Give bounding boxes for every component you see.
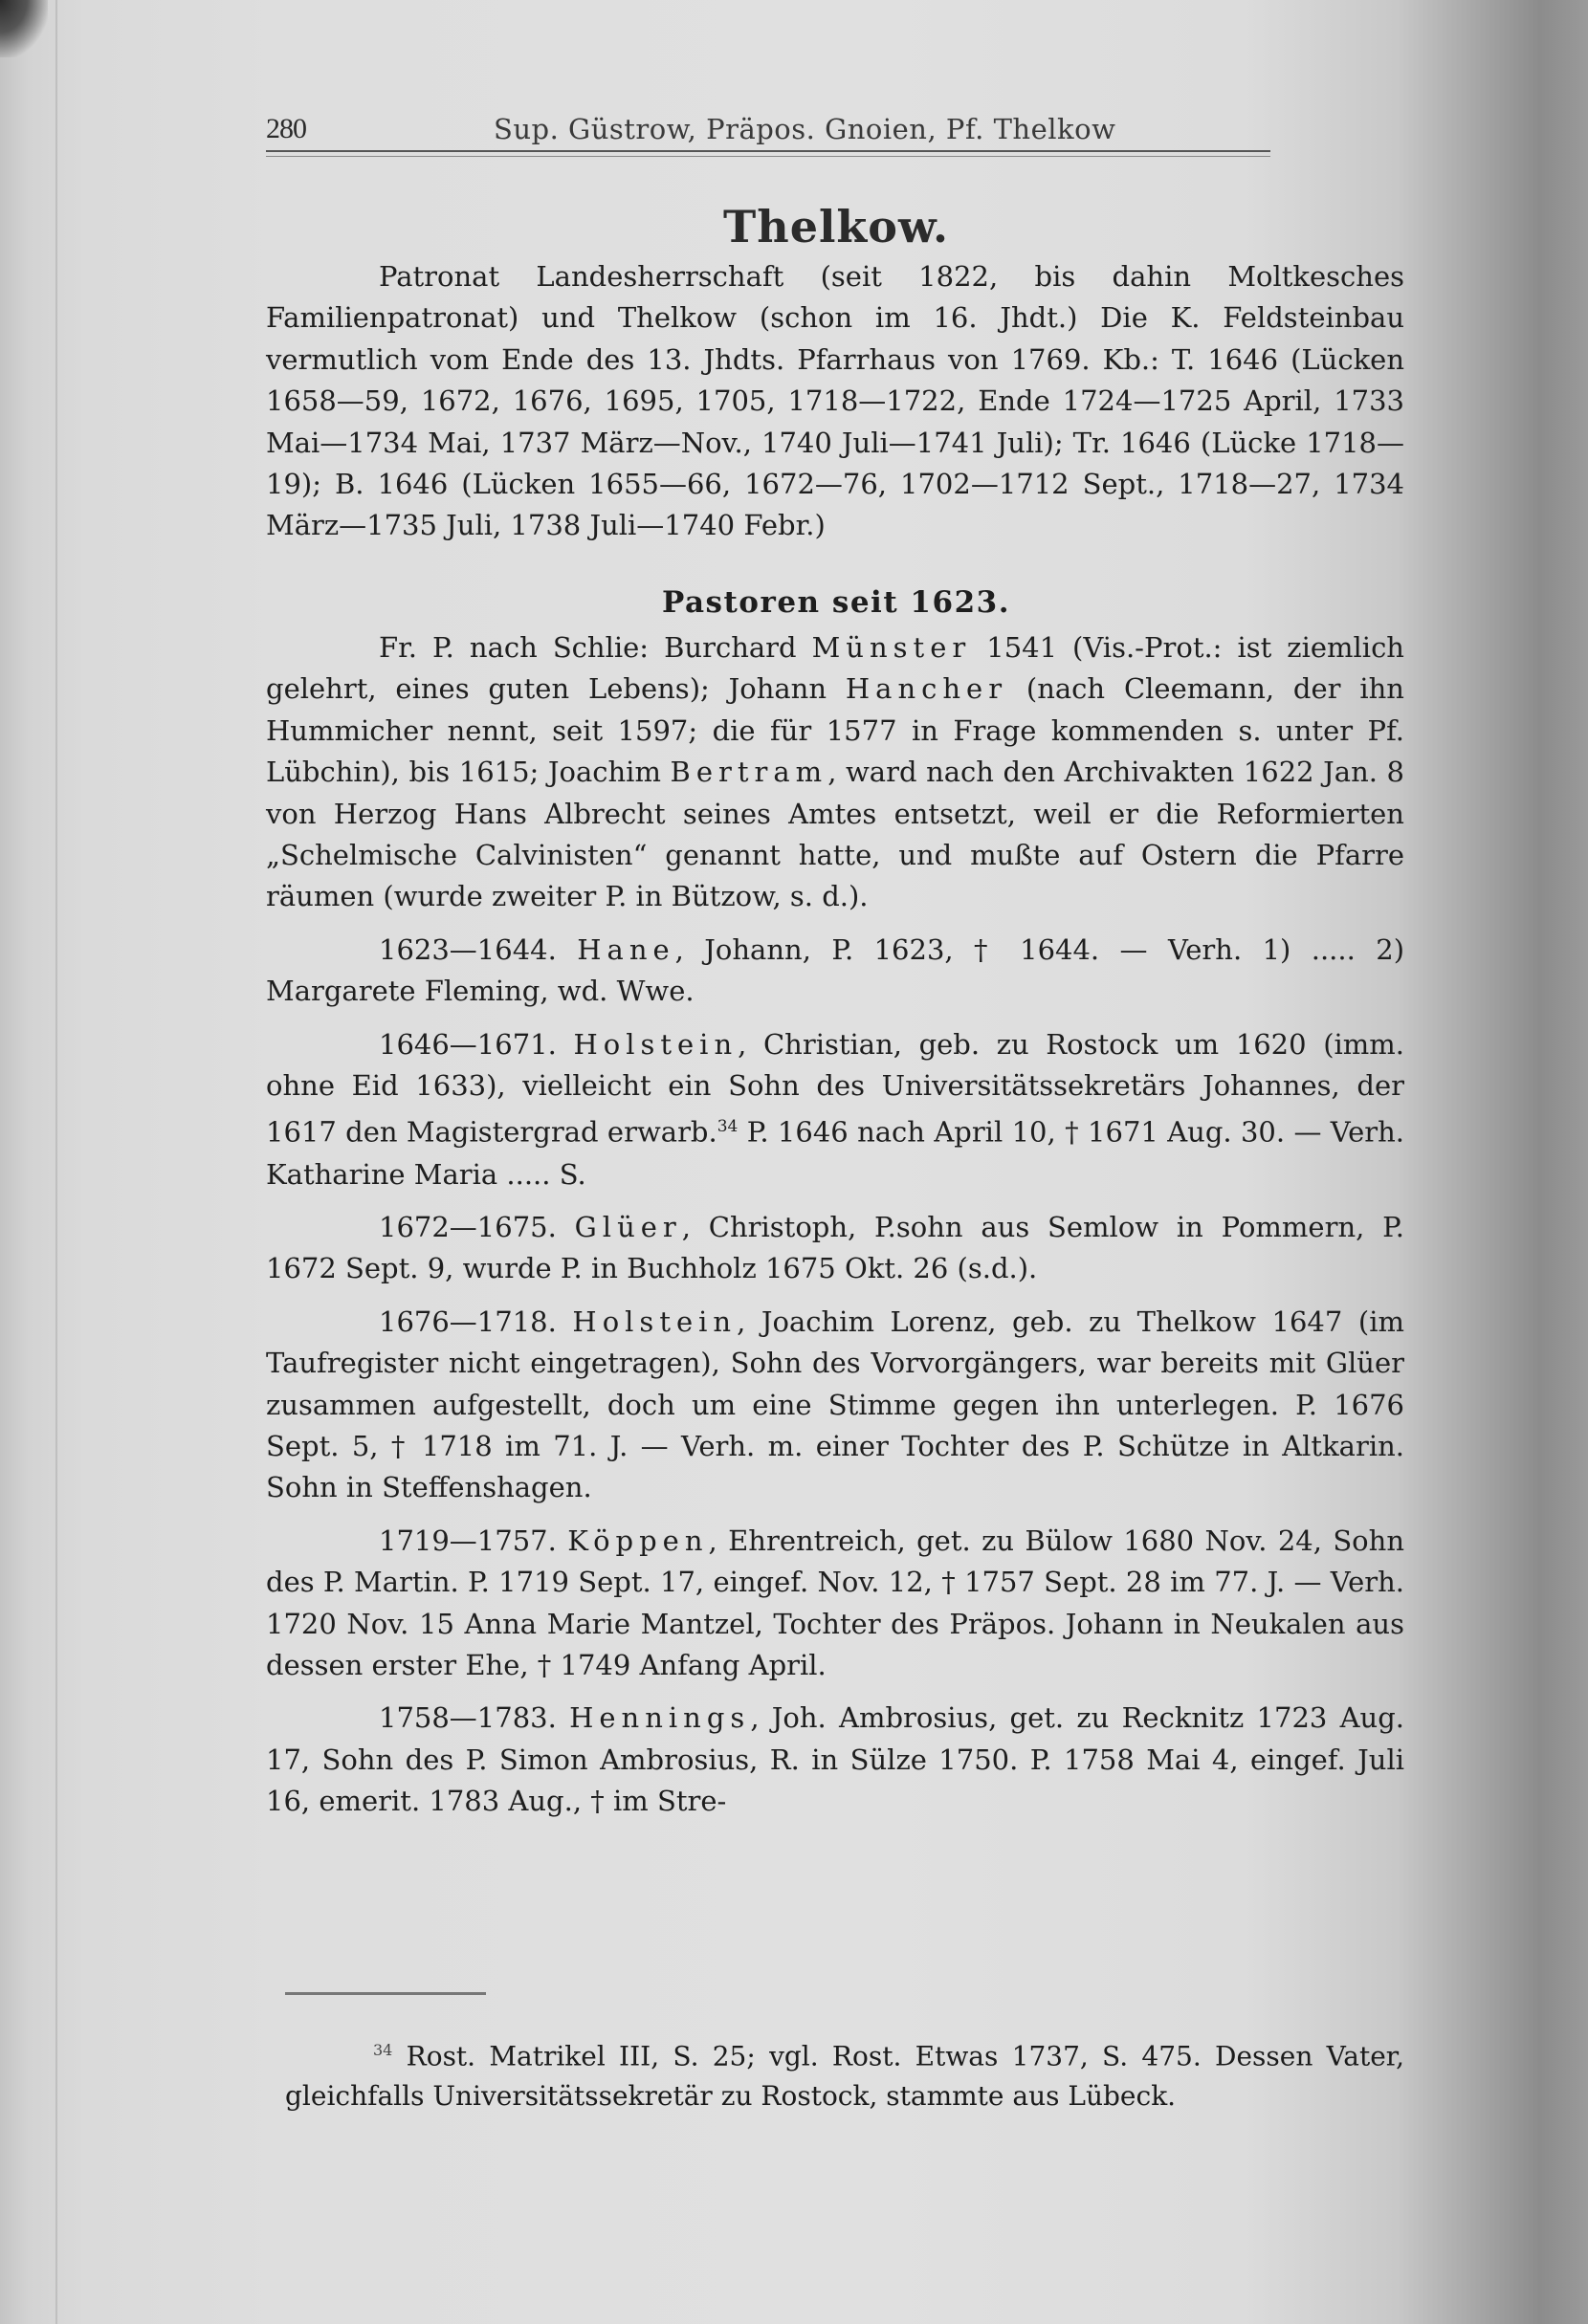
entry-years: 1719—1757. (379, 1524, 557, 1557)
entry-text: , Ehrentreich, get. zu Bülow 1680 Nov. 24, Sohn des P. Martin. P. 1719 Sept. 17, eingef. Nov. 12, † 1757 Sept. 28 im 77. J. — Verh. 1720 Nov. 15 Anna Marie Mantzel, Tochter des Präpos. Johann in Neukalen aus dessen erster Ehe, † 1749 Anfang April. (266, 1524, 1404, 1681)
pastor-entry-hane (266, 930, 1404, 1013)
footnote-rule (285, 1992, 486, 1995)
pastoren-heading: Pastoren seit 1623. (661, 585, 1011, 620)
gutter-line (55, 0, 57, 2324)
pastor-name: Holstein (572, 1305, 738, 1338)
pastor-name: Münster (811, 631, 972, 664)
entry-text: , Joachim Lorenz, geb. zu Thelkow 1647 (im Taufregister nicht eingetragen), Sohn des Vorvorgängers, war bereits mit Glüer zusammen aufgestellt, doch um eine Stimme gegen ihn unterlegen. P. 1676 Sept. 5, † 1718 im 71. J. — Verh. m. einer Tochter des P. Schütze in Altkarin. Sohn in Steffenshagen. (266, 1305, 1404, 1504)
pastor-name: Hancher (845, 672, 1008, 706)
footnote-text: Rost. Matrikel III, S. 25; vgl. Rost. Etwas 1737, S. 475. Dessen Vater, gleichfalls Universitätssekretär zu Rostock, stammte aus Lübeck. (285, 2040, 1404, 2113)
pre-reformation-entry (266, 627, 1404, 918)
intro-section (266, 256, 1404, 547)
patronat-paragraph: Patronat Landesherrschaft (seit 1822, bis dahin Moltkesches Familienpatronat) und Thelkow (schon im 16. Jhdt.) Die K. Feldsteinbau vermutlich vom Ende des 13. Jhdts. Pfarrhaus von 1769. Kb.: T. 1646 (Lücken 1658—59, 1672, 1676, 1695, 1705, 1718—1722, Ende 1724—1725 April, 1733 Mai—1734 Mai, 1737 März—Nov., 1740 Juli—1741 Juli); Tr. 1646 (Lücke 1718—19); B. 1646 (Lücken 1655—66, 1672—76, 1702—1712 Sept., 1718—27, 1734 März—1735 Juli, 1738 Juli—1740 Febr.) (266, 260, 1404, 542)
entry-text: , Joh. Ambrosius, get. zu Recknitz 1723 Aug. 17, Sohn des P. Simon Ambrosius, R. in Sülze 1750. P. 1758 Mai 4, eingef. Juli 16, emerit. 1783 Aug., † im Stre- (266, 1701, 1405, 1818)
header-rule (266, 150, 1270, 152)
footnotes (285, 2030, 1404, 2116)
pastor-name: Holstein (573, 1027, 739, 1061)
entry-text: Fr. P. nach Schlie: Burchard (379, 631, 812, 664)
pastor-name: Hennings (569, 1701, 751, 1735)
binding-shadow (0, 0, 48, 57)
pastor-name: Bertram (670, 756, 828, 789)
entry-text: (nach Cleemann, der ihn Hummicher nennt, seit 1597; die für 1577 in Frage kommenden s. unter Pf. Lübchin), bis 1615; Joachim (266, 672, 1404, 789)
pastor-entry-hennings (266, 1698, 1404, 1822)
footnote-number: 34 (373, 2041, 393, 2059)
pastor-name: Glüer (574, 1210, 682, 1243)
entry-years: 1646—1671. (379, 1027, 557, 1061)
entry-years: 1758—1783. (379, 1701, 557, 1735)
footnote-reference[interactable]: 34 (717, 1117, 739, 1137)
header-rule-secondary (266, 156, 1270, 157)
pastor-entry-glueer (266, 1207, 1404, 1290)
entry-text: , Christoph, P.sohn aus Semlow in Pommern, P. 1672 Sept. 9, wurde P. in Buchholz 1675 Okt. 26 (s.d.). (266, 1210, 1404, 1285)
running-title: Sup. Güstrow, Präpos. Gnoien, Pf. Thelkow (494, 113, 1116, 145)
pastor-list (266, 627, 1404, 1834)
entry-text: , ward nach den Archivakten 1622 Jan. 8 von Herzog Hans Albrecht seines Amtes entsetzt, weil er die Reformierten „Schelmische Calvinisten“ genannt hatte, und mußte auf Ostern die Pfarre räumen (wurde zweiter P. in Bützow, s. d.). (266, 756, 1404, 913)
footnote (285, 2030, 1404, 2116)
entry-text: , Christian, geb. zu Rostock um 1620 (imm. ohne Eid 1633), vielleicht ein Sohn des Universitätssekretärs Johannes, der 1617 den Magistergrad erwarb. (266, 1027, 1405, 1150)
running-head (266, 113, 1270, 155)
pastor-entry-holstein-christian (266, 1024, 1404, 1195)
entry-years: 1676—1718. (379, 1305, 557, 1338)
entry-years: 1672—1675. (379, 1210, 557, 1243)
entry-text: 1541 (Vis.-Prot.: ist ziemlich gelehrt, eines guten Lebens); Johann (266, 631, 1404, 706)
pastor-entry-koeppen (266, 1521, 1404, 1687)
entry-years: 1623—1644. (379, 932, 557, 966)
entry-text: , Johann, P. 1623, † 1644. — Verh. 1) ..... 2) Margarete Fleming, wd. Wwe. (266, 932, 1405, 1008)
pastor-name: Hane (577, 932, 675, 966)
entry-text: P. 1646 nach April 10, † 1671 Aug. 30. — Verh. Katharine Maria ..... S. (266, 1116, 1404, 1191)
page-title: Thelkow. (723, 201, 949, 252)
page-number: 280 (266, 113, 306, 144)
pastor-entry-holstein-joachim (266, 1302, 1404, 1509)
pastor-name: Köppen (567, 1524, 709, 1557)
